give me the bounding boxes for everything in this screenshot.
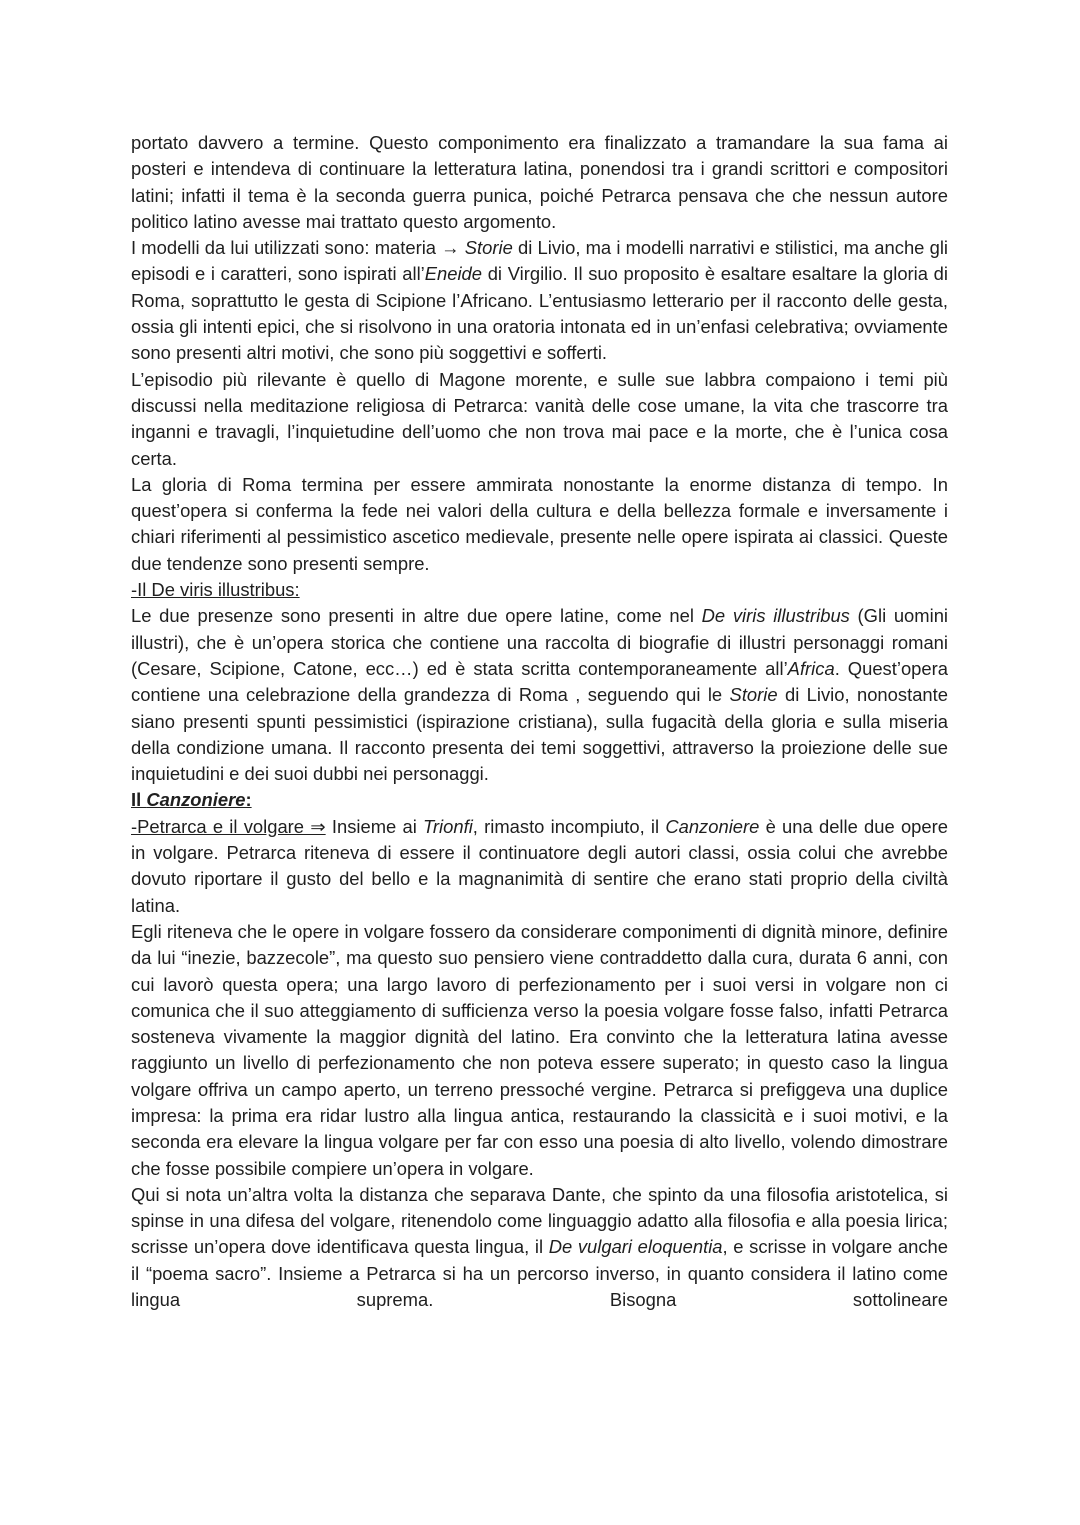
- paragraph-gloria-roma: [131, 472, 948, 577]
- heading-title: Canzoniere: [146, 789, 246, 811]
- title-de-vulgari: De vulgari eloquentia: [548, 1236, 723, 1258]
- paragraph-text: , rimasto incompiuto, il: [472, 815, 666, 837]
- paragraph-petrarca-volgare: [131, 814, 948, 919]
- title-eneide: Eneide: [424, 263, 483, 285]
- paragraph-africa-intro: [131, 130, 948, 235]
- title-storie: Storie: [464, 237, 513, 259]
- heading-colon: :: [245, 789, 252, 811]
- paragraph-text: Le due presenze sono presenti in altre due opere latine, come nel: [131, 605, 702, 627]
- paragraph-magone: [131, 367, 948, 472]
- document-page: [131, 130, 948, 1313]
- paragraph-text: di Virgilio. Il suo proposito è esaltare esaltare la gloria di Roma, soprattutto le gesta di Scipione l’Africano. L’entusiasmo letterario per il racconto delle gesta, ossia gli intenti epici, che si risolvono in una oratoria intonata ed in un’enfasi celebrativa; ovviamente sono presenti altri motivi, che sono più soggettivi e sofferti.: [131, 263, 948, 364]
- heading-prefix: Il: [131, 789, 147, 811]
- paragraph-text: , e scrisse in volgare anche il “poema sacro”. Insieme a Petrarca si ha un percorso inverso, in quanto considera il latino come lingua suprema. Bisogna sottolineare: [131, 1236, 948, 1311]
- paragraph-text: . Quest’opera contiene una celebrazione della grandezza di Roma , seguendo qui le: [131, 657, 948, 706]
- title-trionfi: Trionfi: [423, 815, 473, 837]
- paragraph-text: portato davvero a termine. Questo componimento era finalizzato a tramandare la sua fama ai posteri e intendeva di continuare la letteratura latina, ponendosi tra i grandi scrittori e compositori latini; infatti il tema è la seconda guerra punica, poiché Petrarca pensava che che nessun autore politico latino avesse mai trattato questo argomento.: [131, 132, 948, 232]
- section-heading-canzoniere: [131, 787, 948, 813]
- paragraph-de-viris: [131, 603, 948, 787]
- title-canzoniere: Canzoniere: [665, 815, 760, 837]
- paragraph-text: di Livio, ma i modelli narrativi e stilistici, ma anche gli episodi e i caratteri, sono ispirati all’: [131, 237, 948, 285]
- title-de-viris: De viris illustribus: [701, 605, 850, 627]
- subheading-volgare: -Petrarca e il volgare ⇒: [131, 815, 326, 837]
- paragraph-text: I modelli da lui utilizzati sono: materia →: [131, 237, 465, 259]
- paragraph-text: La gloria di Roma termina per essere ammirata nonostante la enorme distanza di tempo. In quest’opera si conferma la fede nei valori della cultura e della bellezza formale e inversamente i chiari riferimenti al pessimistico ascetico medievale, presente nelle opere ispirata ai classici. Queste due tendenze sono presenti sempre.: [131, 473, 948, 574]
- paragraph-text: è una delle due opere in volgare. Petrarca riteneva di essere il continuatore degli autori classi, ossia colui che avrebbe dovuto riportare il gusto del bello e la magnanimità di sentire che erano stati proprio della civiltà latina.: [131, 815, 948, 916]
- paragraph-dante: [131, 1182, 948, 1313]
- section-title-text: -Il De viris illustribus:: [131, 579, 300, 601]
- paragraph-text: Egli riteneva che le opere in volgare fossero da considerare componimenti di dignità minore, definire da lui “inezie, bazzecole”, ma questo suo pensiero viene contraddetto dalla cura, durata 6 anni, con cui lavorò questa opera; una largo lavoro di perfezionamento per i suoi versi in volgare non ci comunica che il suo atteggiamento di sufficienza verso la poesia volgare fosse falso, infatti Petrarca sosteneva vivamente la maggior dignità del latino. Era convinto che la letteratura latina avesse raggiunto un livello di perfezionamento che non poteva essere superato; in questo caso la lingua volgare offriva un campo aperto, un terreno pressoché vergine. Petrarca si prefiggeva una duplice impresa: la prima era ridar lustro alla lingua antica, restaurando la classicità e i suoi motivi, e la seconda era elevare la lingua volgare per far con esso una poesia di alto livello, volendo dimostrare che fosse possibile compiere un’opera in volgare.: [131, 920, 948, 1179]
- paragraph-text: Qui si nota un’altra volta la distanza che separava Dante, che spinto da una filosofia aristotelica, si spinse in una difesa del volgare, ritenendolo come linguaggio adatto alla filosofia e alla poesia lirica; scrisse un’opera dove identificava questa lingua, il: [131, 1183, 948, 1258]
- title-storie: Storie: [729, 684, 778, 706]
- paragraph-dignita-minore: [131, 919, 948, 1182]
- paragraph-text: di Livio, nonostante siano presenti spunti pessimistici (ispirazione cristiana), sulla fugacità della gloria e sulla miseria della condizione umana. Il racconto presenta dei temi soggettivi, attraverso la proiezione delle sue inquietudini e dei suoi dubbi nei personaggi.: [131, 684, 948, 785]
- paragraph-text: L’episodio più rilevante è quello di Magone morente, e sulle sue labbra compaiono i temi più discussi nella meditazione religiosa di Petrarca: vanità delle cose umane, la vita che trascorre tra inganni e travagli, l’inquietudine dell’uomo che non trova mai pace e la morte, che è l’unica cosa certa.: [131, 368, 948, 469]
- section-title-de-viris: [131, 577, 948, 603]
- title-africa: Africa: [787, 657, 835, 679]
- paragraph-text: (Gli uomini illustri), che è un’opera storica che contiene una raccolta di biografie di illustri personaggi romani (Cesare, Scipione, Catone, ecc…) ed è stata scritta contemporaneamente all’: [131, 605, 949, 679]
- paragraph-models: [131, 235, 948, 366]
- paragraph-text: Insieme ai: [325, 815, 424, 837]
